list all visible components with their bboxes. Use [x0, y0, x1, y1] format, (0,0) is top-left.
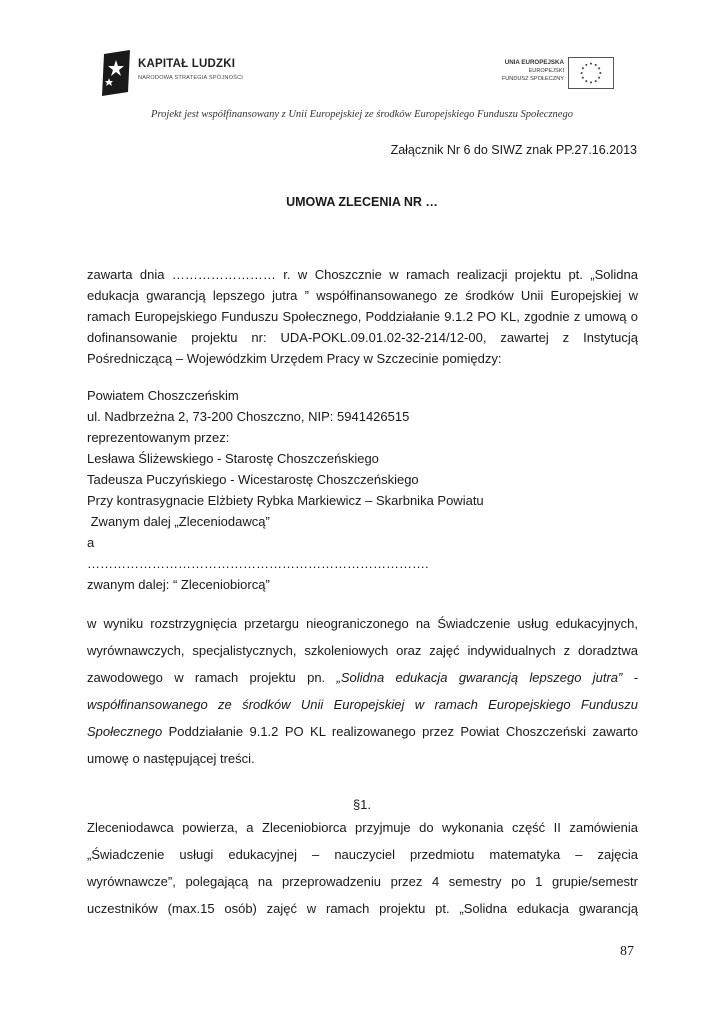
- tender-paragraph: [87, 610, 638, 772]
- kapital-ludzki-subtitle: NARODOWA STRATEGIA SPÓJNOŚCI: [138, 75, 244, 81]
- section-1-line: uczestników (max.15 osób) zajęć w ramach projektu pt. „Solidna edukacja gwarancją: [87, 901, 638, 916]
- party-line: Zwanym dalej „Zleceniodawcą”: [87, 514, 270, 529]
- eu-logo-line-2: EUROPEJSKI: [528, 68, 564, 74]
- section-heading: §1.: [352, 797, 372, 812]
- tender-text: zawodowego w ramach projektu pn.: [87, 670, 337, 685]
- tender-line: umowę o następującej treści.: [87, 751, 255, 766]
- intro-line: ramach Europejskiego Funduszu Społecznego, Poddziałanie 9.1.2 PO KL, zgodnie z umową o: [87, 309, 638, 324]
- section-1-paragraph: [87, 814, 638, 922]
- page-number: 87: [620, 944, 634, 959]
- contract-title: UMOWA ZLECENIA NR …: [286, 195, 438, 209]
- party-line: reprezentowanym przez:: [87, 430, 230, 445]
- party-line: Tadeusza Puczyńskiego - Wicestarostę Choszczeńskiego: [87, 472, 419, 487]
- kapital-ludzki-logo: [100, 50, 260, 98]
- eu-logo-line-3: FUNDUSZ SPOŁECZNY: [501, 76, 564, 82]
- intro-line: edukacja gwarancją lepszego jutra ” współfinansowanego ze środków Unii Europejskiej w: [87, 288, 638, 303]
- tender-line: w wyniku rozstrzygnięcia przetargu nieograniczonego na Świadczenie usług edukacyjnych,: [87, 616, 638, 631]
- party-line: Przy kontrasygnacie Elżbiety Rybka Markiewicz – Skarbnika Powiatu: [87, 493, 484, 508]
- parties-block: [87, 385, 638, 595]
- eu-logo-line-1: UNIA EUROPEJSKA: [504, 59, 564, 66]
- tender-line: [87, 718, 638, 745]
- tender-text: Poddziałanie 9.1.2 PO KL realizowanego przez Powiat Choszczeński zawarto: [162, 724, 638, 739]
- intro-line: Pośredniczącą – Wojewódzkim Urzędem Pracy w Szczecinie pomiędzy:: [87, 351, 502, 366]
- party-line: zwanym dalej: “ Zleceniobiorcą”: [87, 577, 270, 592]
- party-line: Lesława Śliżewskiego - Starostę Choszczeńskiego: [87, 451, 379, 466]
- party-line: ul. Nadbrzeżna 2, 73-200 Choszczno, NIP: 5941426515: [87, 409, 410, 424]
- intro-line: dofinansowanie projektu nr: UDA-POKL.09.01.02-32-214/12-00, zawartej z Instytucją: [87, 330, 638, 345]
- project-name-italic: Społecznego: [87, 724, 163, 739]
- party-line: Powiatem Choszczeńskim: [87, 388, 239, 403]
- tender-line: wyrównawczych, specjalistycznych, szkoleniowych oraz zajęć indywidualnych z doradztwa: [87, 643, 638, 658]
- tender-line: współfinansowanego ze środków Unii Europejskiej w ramach Europejskiego Funduszu: [87, 697, 638, 712]
- intro-line: zawarta dnia …………………… r. w Choszcznie w ramach realizacji projektu pt. „Solidna: [87, 267, 638, 282]
- intro-paragraph: [87, 264, 638, 369]
- party-line: a: [87, 535, 95, 550]
- party-line: …………………………………………………………………….: [87, 556, 429, 571]
- kapital-ludzki-emblem-icon: [100, 50, 134, 96]
- annex-reference: Załącznik Nr 6 do SIWZ znak PP.27.16.2013: [390, 143, 637, 157]
- project-name-italic: „Solidna edukacja gwarancją lepszego jutra” -: [336, 670, 638, 685]
- eu-flag-icon: [568, 57, 614, 89]
- kapital-ludzki-title: KAPITAŁ LUDZKI: [138, 58, 236, 70]
- eu-logo: [490, 57, 614, 91]
- section-1-line: Zleceniodawca powierza, a Zleceniobiorca przyjmuje do wykonania część II zamówienia: [87, 820, 638, 835]
- section-1-line: „Świadczenie usługi edukacyjnej – nauczyciel przedmiotu matematyka – zajęcia: [87, 847, 638, 862]
- tender-line: [87, 664, 638, 691]
- cofinancing-note: Projekt jest współfinansowany z Unii Europejskiej ze środków Europejskiego Funduszu Społecznego: [151, 109, 573, 120]
- eu-logo-text: [502, 59, 564, 83]
- section-1-line: wyrównawcze”, polegającą na przeprowadzeniu przez 4 semestry po 1 grupie/semestr: [87, 874, 638, 889]
